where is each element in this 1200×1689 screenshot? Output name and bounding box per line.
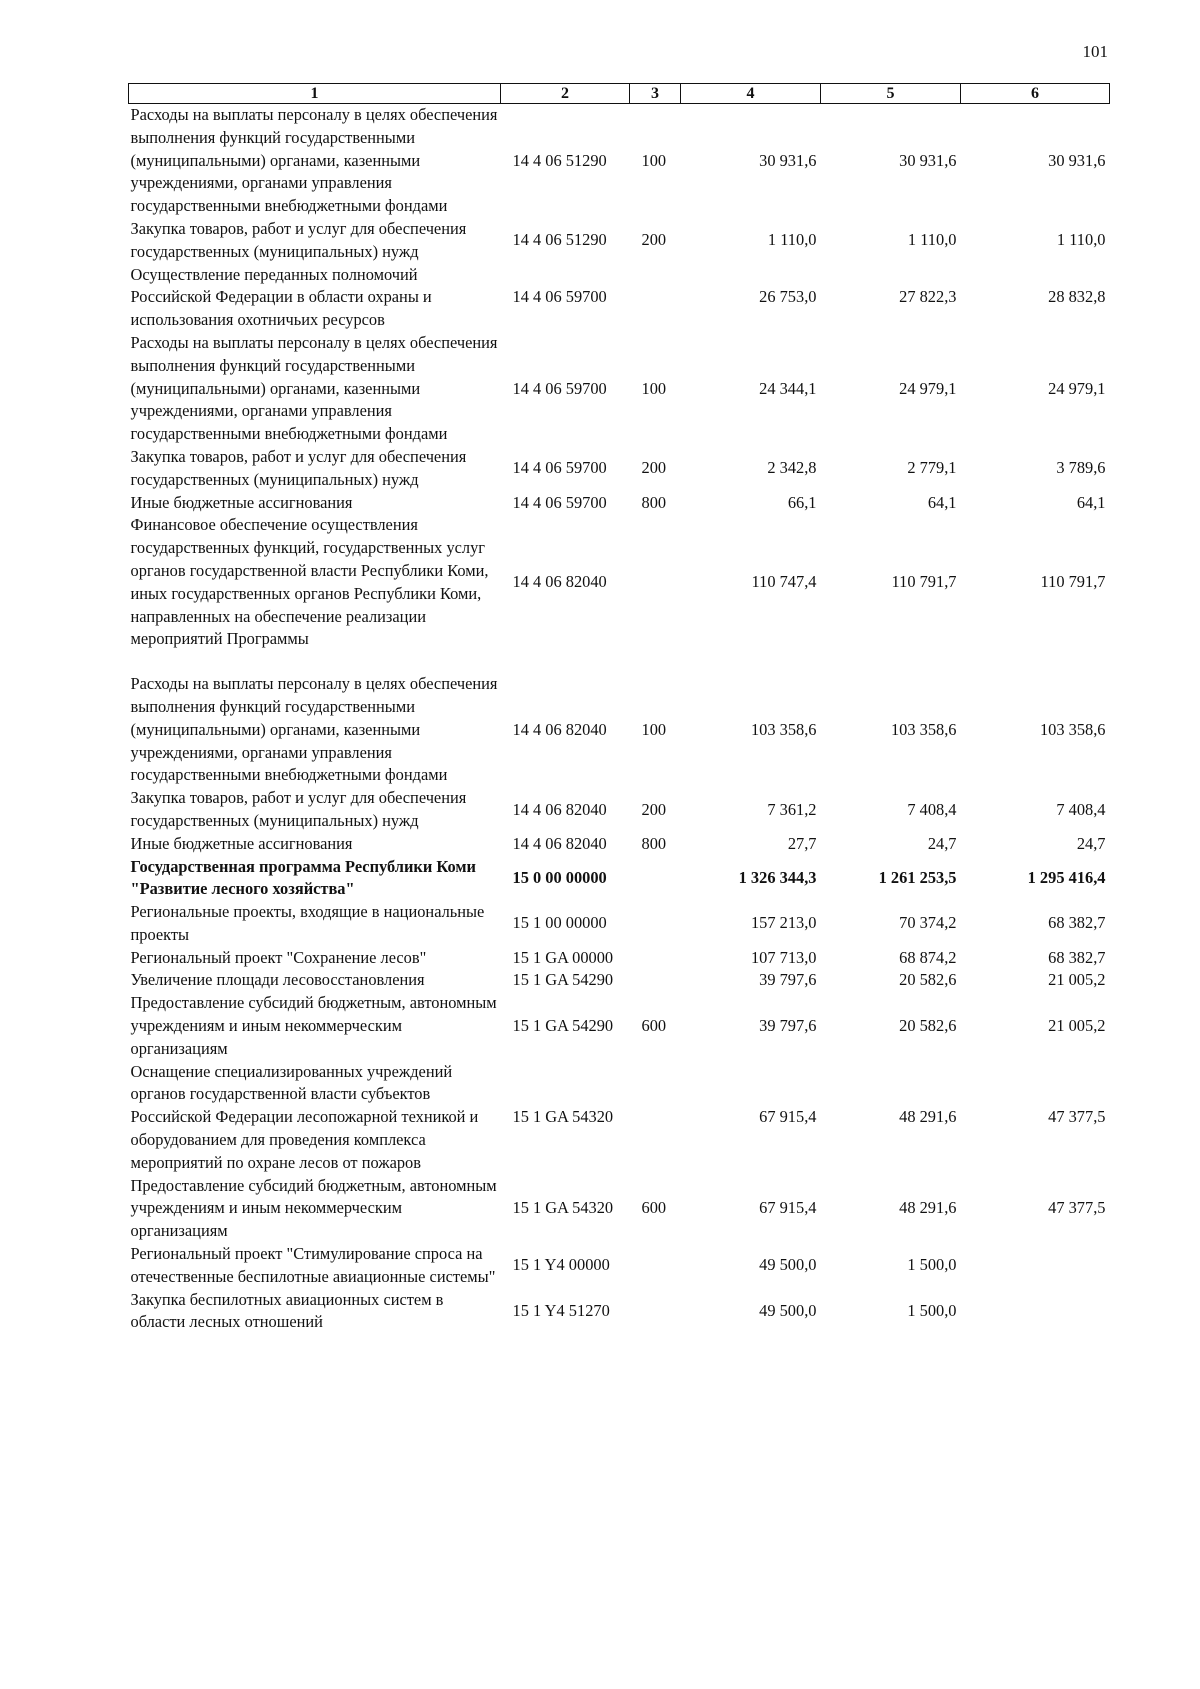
row-type bbox=[630, 514, 681, 651]
row-value-6: 68 382,7 bbox=[1048, 947, 1106, 967]
table-row bbox=[129, 264, 1110, 332]
row-value-6: 7 408,4 bbox=[1056, 799, 1106, 819]
table-row bbox=[129, 1243, 1110, 1289]
row-value-5: 110 791,7 bbox=[891, 572, 957, 592]
row-value-4: 2 342,8 bbox=[767, 458, 817, 478]
row-value-4: 49 500,0 bbox=[759, 1301, 817, 1321]
table-row bbox=[129, 833, 1110, 856]
row-type: 100 bbox=[641, 719, 667, 739]
header-row bbox=[129, 84, 1110, 104]
row-value-5: 27 822,3 bbox=[899, 287, 957, 307]
row-type: 200 bbox=[641, 458, 667, 478]
row-name: Осуществление переданных полномочий Российской Федерации в области охраны и использования охотничьих ресурсов bbox=[130, 264, 432, 330]
row-value-6: 21 005,2 bbox=[1048, 970, 1106, 990]
page-number: 101 bbox=[1082, 42, 1108, 61]
table-row bbox=[129, 947, 1110, 970]
table-row bbox=[129, 104, 1110, 218]
row-name: Закупка беспилотных авиационных систем в области лесных отношений bbox=[130, 1289, 444, 1332]
row-name: Расходы на выплаты персоналу в целях обеспечения выполнения функций государственными (муниципальными) органами, казенными учреждениями, органами управления государственными внебюджетными фондами bbox=[130, 105, 498, 216]
row-value-5: 1 261 253,5 bbox=[878, 867, 957, 887]
table-row bbox=[129, 787, 1110, 833]
row-code: 15 1 GA 54320 bbox=[512, 1198, 614, 1218]
table-row-program bbox=[129, 856, 1110, 902]
table-row bbox=[129, 1289, 1110, 1335]
row-code: 15 1 GA 54290 bbox=[512, 1016, 614, 1036]
row-value-4: 39 797,6 bbox=[759, 1016, 817, 1036]
row-type bbox=[630, 856, 681, 902]
row-code: 15 1 00 00000 bbox=[512, 913, 607, 933]
row-value-6: 24 979,1 bbox=[1048, 378, 1106, 398]
row-value-4: 110 747,4 bbox=[751, 572, 817, 592]
header-cell-1: 1 bbox=[129, 84, 501, 104]
row-value-6: 3 789,6 bbox=[1056, 458, 1106, 478]
row-value-5: 20 582,6 bbox=[899, 970, 957, 990]
row-type bbox=[630, 1061, 681, 1175]
row-value-5: 7 408,4 bbox=[907, 799, 957, 819]
row-value-5: 1 500,0 bbox=[907, 1301, 957, 1321]
row-type: 100 bbox=[641, 378, 667, 398]
table-row bbox=[129, 1061, 1110, 1175]
row-value-6 bbox=[961, 1243, 1110, 1289]
row-type bbox=[630, 947, 681, 970]
header-cell-6: 6 bbox=[961, 84, 1110, 104]
row-value-5: 1 500,0 bbox=[907, 1255, 957, 1275]
row-type: 100 bbox=[641, 150, 667, 170]
header-cell-3: 3 bbox=[630, 84, 681, 104]
row-name: Предоставление субсидий бюджетным, автономным учреждениям и иным некоммерческим организациям bbox=[130, 1175, 497, 1241]
row-name: Финансовое обеспечение осуществления государственных функций, государственных услуг органов государственной власти Республики Коми, иных государственных органов Республики Коми, направленных на обеспечение реализации мероприятий Программы bbox=[130, 515, 489, 649]
header-cell-5: 5 bbox=[821, 84, 961, 104]
row-value-5: 103 358,6 bbox=[890, 719, 957, 739]
table-row bbox=[129, 651, 1110, 787]
row-type bbox=[630, 1289, 681, 1335]
row-value-6: 110 791,7 bbox=[1040, 572, 1106, 592]
row-name: Государственная программа Республики Коми "Развитие лесного хозяйства" bbox=[130, 856, 476, 899]
row-code: 14 4 06 51290 bbox=[512, 150, 607, 170]
row-value-6: 28 832,8 bbox=[1048, 287, 1106, 307]
row-code: 15 0 00 00000 bbox=[512, 867, 607, 887]
row-value-5: 48 291,6 bbox=[899, 1198, 957, 1218]
table-row bbox=[129, 514, 1110, 651]
row-name: Иные бюджетные ассигнования bbox=[130, 833, 353, 853]
row-code: 14 4 06 51290 bbox=[512, 230, 607, 250]
row-name: Закупка товаров, работ и услуг для обеспечения государственных (муниципальных) нужд bbox=[130, 218, 467, 261]
row-value-6: 24,7 bbox=[1076, 833, 1106, 853]
row-type: 800 bbox=[641, 833, 667, 853]
row-code: 15 1 GA 54320 bbox=[512, 1107, 614, 1127]
row-value-5: 2 779,1 bbox=[907, 458, 957, 478]
row-value-6: 30 931,6 bbox=[1048, 150, 1106, 170]
row-value-4: 26 753,0 bbox=[759, 287, 817, 307]
row-value-6 bbox=[961, 1289, 1110, 1335]
header-cell-2: 2 bbox=[501, 84, 630, 104]
row-type: 800 bbox=[641, 492, 667, 512]
row-name: Оснащение специализированных учреждений органов государственной власти субъектов Российской Федерации лесопожарной техникой и оборудованием для проведения комплекса мероприятий по охране лесов от пожаров bbox=[130, 1061, 479, 1172]
table-row bbox=[129, 446, 1110, 492]
row-value-4: 27,7 bbox=[787, 833, 817, 853]
row-value-6: 1 110,0 bbox=[1056, 230, 1106, 250]
table-row bbox=[129, 901, 1110, 947]
row-value-5: 48 291,6 bbox=[899, 1107, 957, 1127]
row-name: Региональные проекты, входящие в национальные проекты bbox=[130, 902, 485, 944]
row-code: 14 4 06 59700 bbox=[512, 492, 607, 512]
row-value-4: 103 358,6 bbox=[750, 719, 817, 739]
row-code: 15 1 GA 00000 bbox=[512, 947, 614, 967]
row-value-4: 24 344,1 bbox=[759, 378, 817, 398]
row-value-4: 49 500,0 bbox=[759, 1255, 817, 1275]
row-code: 14 4 06 59700 bbox=[512, 378, 607, 398]
row-value-4: 1 110,0 bbox=[767, 230, 817, 250]
row-code: 14 4 06 82040 bbox=[512, 572, 607, 592]
row-type: 600 bbox=[641, 1016, 667, 1036]
row-value-5: 70 374,2 bbox=[899, 913, 957, 933]
row-value-4: 157 213,0 bbox=[750, 913, 817, 933]
table-body bbox=[129, 104, 1110, 1335]
row-type: 200 bbox=[641, 799, 667, 819]
row-value-4: 67 915,4 bbox=[759, 1107, 817, 1127]
row-name: Закупка товаров, работ и услуг для обеспечения государственных (муниципальных) нужд bbox=[130, 788, 467, 830]
row-value-6: 68 382,7 bbox=[1048, 913, 1106, 933]
row-value-6: 21 005,2 bbox=[1048, 1016, 1106, 1036]
row-code: 14 4 06 59700 bbox=[512, 287, 607, 307]
table-row bbox=[129, 332, 1110, 446]
row-type: 200 bbox=[641, 230, 667, 250]
row-value-4: 107 713,0 bbox=[750, 947, 817, 967]
row-value-6: 64,1 bbox=[1076, 492, 1106, 512]
row-name: Иные бюджетные ассигнования bbox=[130, 492, 353, 512]
row-value-5: 24 979,1 bbox=[899, 378, 957, 398]
header-cell-4: 4 bbox=[681, 84, 821, 104]
row-value-5: 64,1 bbox=[927, 492, 957, 512]
row-value-5: 68 874,2 bbox=[899, 947, 957, 967]
row-value-4: 30 931,6 bbox=[759, 150, 817, 170]
row-type: 600 bbox=[641, 1198, 667, 1218]
table-row bbox=[129, 492, 1110, 515]
row-name: Увеличение площади лесовосстановления bbox=[130, 970, 425, 990]
row-value-5: 24,7 bbox=[927, 833, 957, 853]
row-value-6: 1 295 416,4 bbox=[1027, 867, 1106, 887]
table-row bbox=[129, 992, 1110, 1060]
row-name: Региональный проект "Стимулирование спроса на отечественные беспилотные авиационные системы" bbox=[130, 1244, 496, 1286]
row-value-4: 1 326 344,3 bbox=[738, 867, 817, 887]
row-name: Региональный проект "Сохранение лесов" bbox=[130, 947, 427, 967]
row-code: 15 1 GA 54290 bbox=[512, 970, 614, 990]
row-value-4: 67 915,4 bbox=[759, 1198, 817, 1218]
row-code: 15 1 Y4 51270 bbox=[512, 1301, 610, 1321]
row-name: Расходы на выплаты персоналу в целях обеспечения выполнения функций государственными (муниципальными) органами, казенными учреждениями, органами управления государственными внебюджетными фондами bbox=[130, 674, 498, 785]
row-type bbox=[630, 901, 681, 947]
row-name: Закупка товаров, работ и услуг для обеспечения государственных (муниципальных) нужд bbox=[130, 446, 467, 489]
row-value-4: 66,1 bbox=[787, 492, 817, 512]
row-type bbox=[630, 969, 681, 992]
row-code: 15 1 Y4 00000 bbox=[512, 1255, 610, 1275]
row-code: 14 4 06 59700 bbox=[512, 458, 607, 478]
row-code: 14 4 06 82040 bbox=[512, 799, 607, 819]
row-name: Расходы на выплаты персоналу в целях обеспечения выполнения функций государственными (муниципальными) органами, казенными учреждениями, органами управления государственными внебюджетными фондами bbox=[130, 332, 498, 444]
row-value-4: 39 797,6 bbox=[759, 970, 817, 990]
row-value-6: 103 358,6 bbox=[1039, 719, 1106, 739]
row-value-6: 47 377,5 bbox=[1048, 1198, 1106, 1218]
row-type bbox=[630, 264, 681, 332]
row-code: 14 4 06 82040 bbox=[512, 833, 607, 853]
row-value-4: 7 361,2 bbox=[767, 799, 817, 819]
row-value-6: 47 377,5 bbox=[1048, 1107, 1106, 1127]
table-row bbox=[129, 218, 1110, 264]
table-header bbox=[129, 84, 1110, 104]
table-row bbox=[129, 1175, 1110, 1243]
row-value-5: 20 582,6 bbox=[899, 1016, 957, 1036]
budget-table bbox=[128, 83, 1110, 1334]
row-code: 14 4 06 82040 bbox=[512, 719, 607, 739]
row-value-5: 30 931,6 bbox=[899, 150, 957, 170]
row-name: Предоставление субсидий бюджетным, автономным учреждениям и иным некоммерческим организациям bbox=[130, 993, 497, 1058]
table-row bbox=[129, 969, 1110, 992]
row-value-5: 1 110,0 bbox=[907, 230, 957, 250]
row-type bbox=[630, 1243, 681, 1289]
